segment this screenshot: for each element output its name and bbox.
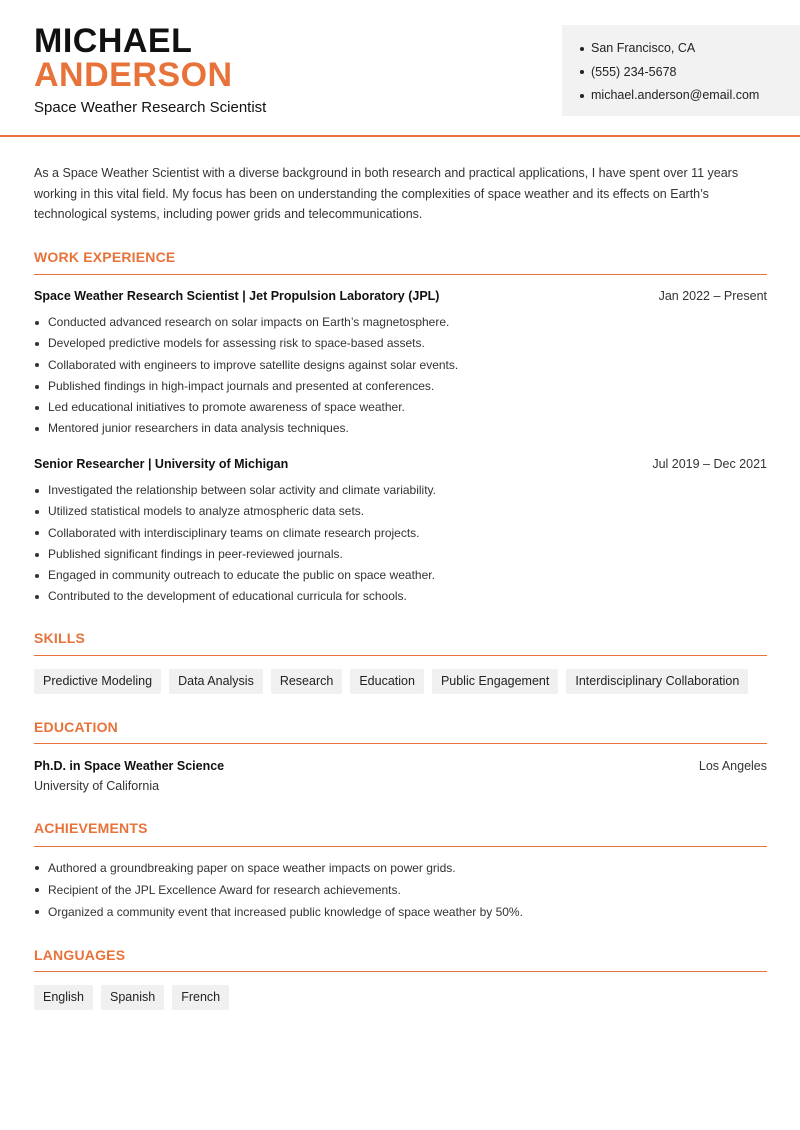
list-item: Developed predictive models for assessing risk to space-based assets. <box>34 333 767 354</box>
contact-location <box>580 37 800 61</box>
contact-email <box>580 84 800 108</box>
first-name: MICHAEL <box>34 22 193 60</box>
section-divider <box>34 274 767 275</box>
job-bullets <box>34 480 767 608</box>
language-tag: French <box>172 985 229 1010</box>
job-role: Senior Researcher | University of Michigan <box>34 457 289 471</box>
section-title-work: WORK EXPERIENCE <box>34 249 176 265</box>
degree: Ph.D. in Space Weather Science <box>34 759 225 773</box>
bullet-icon <box>580 70 584 74</box>
list-item: Organized a community event that increased public knowledge of space weather by 50%. <box>34 901 767 923</box>
education-location: Los Angeles <box>698 759 767 773</box>
job-role: Space Weather Research Scientist | Jet Propulsion Laboratory (JPL) <box>34 289 440 303</box>
job-dates: Jul 2019 – Dec 2021 <box>652 457 767 471</box>
languages-list <box>34 985 229 1010</box>
contact-phone <box>580 61 800 85</box>
education-header <box>34 759 767 773</box>
skill-tag: Education <box>350 669 424 694</box>
list-item: Published significant findings in peer-reviewed journals. <box>34 544 767 565</box>
section-divider <box>34 743 767 744</box>
skill-tag: Interdisciplinary Collaboration <box>566 669 748 694</box>
section-divider <box>34 971 767 972</box>
contact-email-text: michael.anderson@email.com <box>591 88 760 102</box>
list-item: Conducted advanced research on solar impacts on Earth’s magnetosphere. <box>34 312 767 333</box>
bullet-icon <box>580 47 584 51</box>
job-bullets <box>34 312 767 440</box>
skill-tag: Research <box>271 669 343 694</box>
list-item: Mentored junior researchers in data analysis techniques. <box>34 418 767 439</box>
list-item: Collaborated with engineers to improve satellite designs against solar events. <box>34 355 767 376</box>
job-header <box>34 289 767 303</box>
language-tag: English <box>34 985 93 1010</box>
contact-phone-text: (555) 234-5678 <box>591 64 677 79</box>
job-dates: Jan 2022 – Present <box>658 289 767 303</box>
last-name: ANDERSON <box>34 56 233 94</box>
section-title-skills: SKILLS <box>34 630 85 646</box>
section-title-achievements: ACHIEVEMENTS <box>34 820 148 836</box>
achievement-bullets <box>34 857 767 923</box>
skills-list <box>34 669 748 694</box>
section-divider <box>34 655 767 656</box>
list-item: Published findings in high-impact journals and presented at conferences. <box>34 376 767 397</box>
contact-location-text: San Francisco, CA <box>591 41 696 55</box>
list-item: Engaged in community outreach to educate the public on space weather. <box>34 565 767 586</box>
summary: As a Space Weather Scientist with a diverse background in both research and practical applications, I have spent over 11 years working in this vital field. My focus has been on understanding the complexities of space weather and its effects on Earth’s technological systems, including power grids and telecommunications. <box>34 166 739 221</box>
list-item: Recipient of the JPL Excellence Award for research achievements. <box>34 879 767 901</box>
list-item: Authored a groundbreaking paper on space weather impacts on power grids. <box>34 857 767 879</box>
job-header <box>34 457 767 471</box>
school: University of California <box>34 779 160 793</box>
skill-tag: Predictive Modeling <box>34 669 161 694</box>
resume-header <box>0 0 800 137</box>
section-divider <box>34 846 767 847</box>
section-title-education: EDUCATION <box>34 719 118 735</box>
section-title-languages: LANGUAGES <box>34 947 126 963</box>
skill-tag: Public Engagement <box>432 669 558 694</box>
contact-box <box>562 25 800 116</box>
list-item: Utilized statistical models to analyze atmospheric data sets. <box>34 501 767 522</box>
bullet-icon <box>580 94 584 98</box>
job-title: Space Weather Research Scientist <box>34 99 267 116</box>
skill-tag: Data Analysis <box>169 669 263 694</box>
language-tag: Spanish <box>101 985 164 1010</box>
list-item: Investigated the relationship between solar activity and climate variability. <box>34 480 767 501</box>
list-item: Led educational initiatives to promote awareness of space weather. <box>34 397 767 418</box>
list-item: Contributed to the development of educational curricula for schools. <box>34 586 767 607</box>
list-item: Collaborated with interdisciplinary teams on climate research projects. <box>34 523 767 544</box>
